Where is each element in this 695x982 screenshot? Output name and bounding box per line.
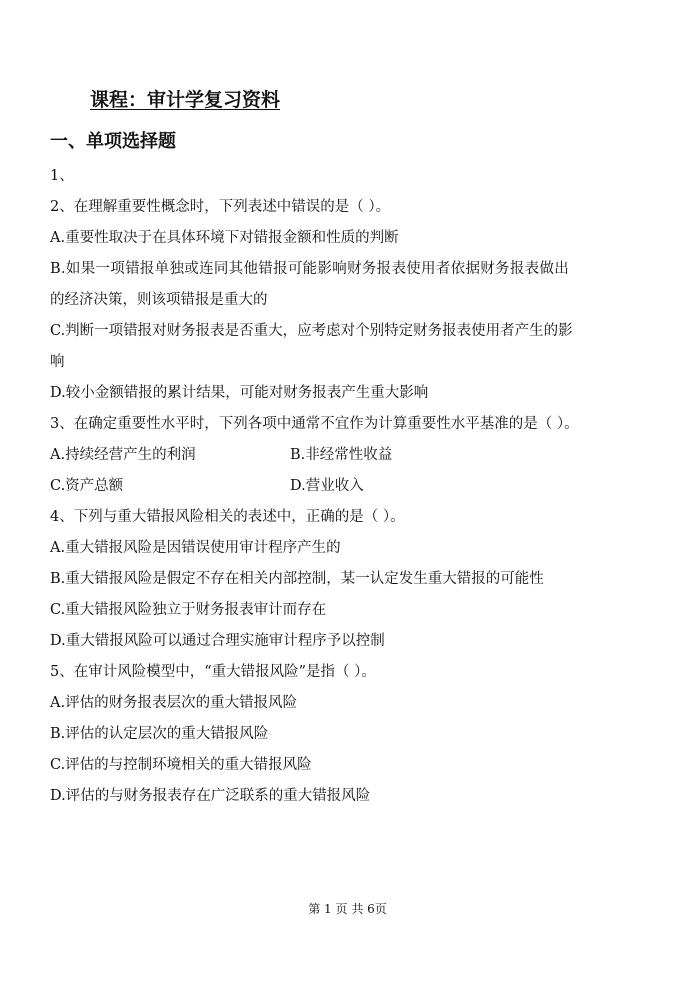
section-heading: 一、单项选择题 <box>50 131 176 152</box>
option-4b: B.重大错报风险是假定不存在相关内部控制，某一认定发生重大错报的可能性 <box>50 571 544 587</box>
option-4d: D.重大错报风险可以通过合理实施审计程序予以控制 <box>50 633 385 649</box>
option-5c: C.评估的与控制环境相关的重大错报风险 <box>50 757 312 773</box>
option-4c: C.重大错报风险独立于财务报表审计而存在 <box>50 602 327 618</box>
option-2a: A.重要性取决于在具体环境下对错报金额和性质的判断 <box>50 230 399 246</box>
option-2b-line2: 的经济决策，则该项错报是重大的 <box>50 292 268 308</box>
page-footer: 第 1 页 共 6页 <box>308 902 387 916</box>
question-2: 2、在理解重要性概念时，下列表述中错误的是（ ）。 <box>50 199 391 215</box>
option-3d: D.营业收入 <box>290 478 364 494</box>
option-2c-line2: 响 <box>50 354 65 370</box>
question-3: 3、在确定重要性水平时，下列各项中通常不宜作为计算重要性水平基准的是（ ）。 <box>50 416 579 432</box>
question-5: 5、在审计风险模型中，“重大错报风险”是指（ ）。 <box>50 664 376 680</box>
option-5d: D.评估的与财务报表存在广泛联系的重大错报风险 <box>50 788 371 804</box>
option-2c-line1: C.判断一项错报对财务报表是否重大，应考虑对个别特定财务报表使用者产生的影 <box>50 323 573 339</box>
option-5a: A.评估的财务报表层次的重大错报风险 <box>50 695 298 711</box>
question-list <box>50 166 650 817</box>
document-title: 课程：审计学复习资料 <box>90 89 281 111</box>
option-2b-line1: B.如果一项错报单独或连同其他错报可能影响财务报表使用者依据财务报表做出 <box>50 261 570 277</box>
question-1: 1、 <box>50 168 74 184</box>
options-3ab <box>50 445 650 476</box>
options-3cd <box>50 476 650 507</box>
question-4: 4、下列与重大错报风险相关的表述中，正确的是（ ）。 <box>50 509 405 525</box>
option-3a: A.持续经营产生的利润 <box>50 447 196 463</box>
option-2d: D.较小金额错报的累计结果，可能对财务报表产生重大影响 <box>50 385 429 401</box>
option-3c: C.资产总额 <box>50 478 124 494</box>
option-4a: A.重大错报风险是因错误使用审计程序产生的 <box>50 540 341 556</box>
option-3b: B.非经常性收益 <box>290 447 393 463</box>
option-5b: B.评估的认定层次的重大错报风险 <box>50 726 269 742</box>
